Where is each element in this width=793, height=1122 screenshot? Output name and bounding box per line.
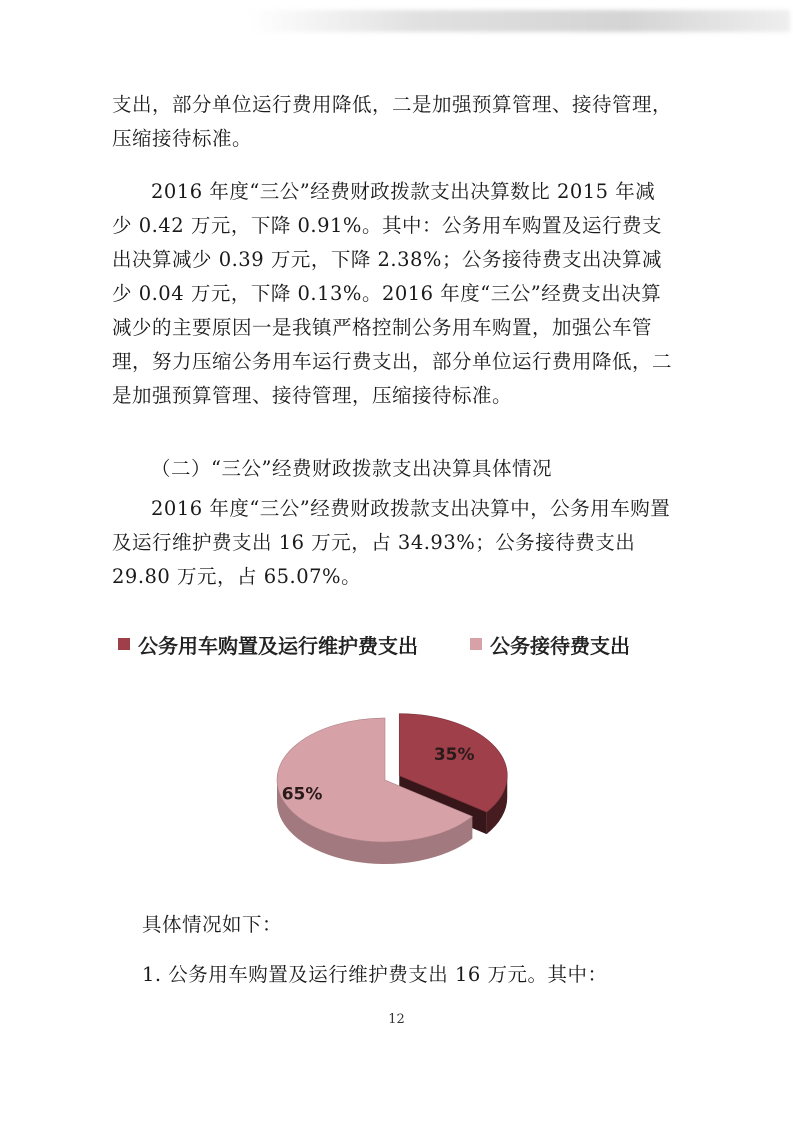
pie-chart [230, 700, 550, 880]
paragraph-5: 具体情况如下： [142, 912, 283, 936]
legend-swatch-vehicle [118, 638, 130, 650]
legend-item-reception [470, 630, 630, 659]
chart-legend [118, 628, 682, 660]
legend-label-vehicle: 公务用车购置及运行维护费支出 [138, 633, 418, 658]
section-heading: （二）“三公”经费财政拨款支出决算具体情况 [151, 457, 552, 480]
legend-swatch-reception [470, 638, 482, 650]
pie-label-vehicle: 35% [433, 745, 475, 766]
page-number: 12 [388, 1012, 405, 1027]
legend-item-vehicle [118, 630, 418, 659]
scan-header-smudge [250, 10, 790, 32]
pie-label-reception: 65% [281, 784, 323, 805]
list-item-1: 1. 公务用车购置及运行维护费支出 16 万元。其中： [142, 962, 608, 986]
paragraph-4: 2016 年度“三公”经费财政拨款支出决算中，公务用车购置及运行维护费支出 16 万元，占 34.93%；公务接待费支出 29.80 万元，占 65.07%。 [112, 497, 671, 588]
paragraph-1: 支出，部分单位运行费用降低，二是加强预算管理、接待管理，压缩接待标准。 [112, 93, 673, 150]
paragraph-2: 2016 年度“三公”经费财政拨款支出决算数比 2015 年减少 0.42 万元，下降 0.91%。其中：公务用车购置及运行费支出决算减少 0.39 万元，下降 2.38%；公务接待费支出决算减少 0.04 万元，下降 0.13%。2016 年度“三公”经费支出决算减少的主要原因一是我镇严格控制公务用车购置，加强公车管理，努力压缩公务用车运行费支出，部分单位运行费用降低，二是加强预算管理、接待管理，压缩接待标准。 [112, 180, 673, 407]
legend-label-reception: 公务接待费支出 [490, 633, 630, 658]
